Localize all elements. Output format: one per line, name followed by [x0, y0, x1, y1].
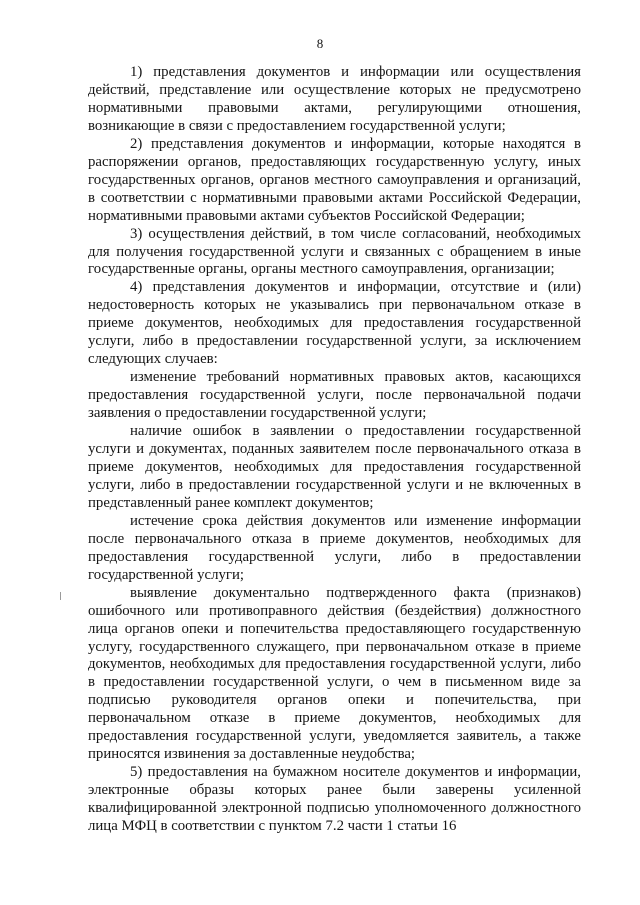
exception-case-2: наличие ошибок в заявлении о предоставлении государственной услуги и документах, поданных заявителем после первоначального отказа в приеме документов, необходимых для предоставления государственной услуги, либо в предоставлении государственной услуги и не включенных в представленный ранее комплект документов; — [88, 423, 581, 511]
paragraph-item-3: 3) осуществления действий, в том числе согласований, необходимых для получения государственной услуги и связанных с обращением в иные государственные органы, органы местного самоуправления, организации; — [88, 225, 581, 278]
paragraph-item-1: 1) представления документов и информации или осуществления действий, представление или осуществление которых не предусмотрено нормативными правовыми актами, регулирующими отношения, возникающие в связи с предоставлением государственной услуги; — [88, 64, 581, 134]
exception-case-3: истечение срока действия документов или изменение информации после первоначального отказа в приеме документов, необходимых для предоставления государственной услуги, либо в предоставлении государственной услуги; — [88, 512, 581, 583]
paragraph-item-4: 4) представления документов и информации, отсутствие и (или) недостоверность которых не указывались при первоначальном отказе в приеме документов, необходимых для предоставления государственной услуги, либо в предоставлении государственной услуги, за исключением следующих случаев: — [88, 279, 581, 368]
document-body — [88, 64, 581, 836]
paragraph-item-2: 2) представления документов и информации, которые находятся в распоряжении органов, предоставляющих государственную услугу, иных государственных органов, органов местного самоуправления и организаций, в соответствии с нормативными правовыми актами Российской Федерации, нормативными правовыми актами субъектов Российской Федерации; — [88, 135, 581, 224]
margin-mark — [60, 592, 61, 600]
exception-case-1: изменение требований нормативных правовых актов, касающихся предоставления государственной услуги, после первоначальной подачи заявления о предоставлении государственной услуги; — [88, 369, 581, 422]
paragraph-item-5: 5) предоставления на бумажном носителе документов и информации, электронные образы которых ранее были заверены усиленной квалифицированной электронной подписью уполномоченного должностного лица МФЦ в соответствии с пунктом 7.2 части 1 статьи 16 — [88, 764, 581, 835]
page-number: 8 — [316, 36, 324, 51]
exception-case-4: выявление документально подтвержденного факта (признаков) ошибочного или противоправного действия (бездействия) должностного лица органов опеки и попечительства предоставляющего государственную услугу, государственного служащего, при первоначальном отказе в приеме документов, необходимых для предоставления государственной услуги, либо в предоставлении государственной услуги, о чем в письменном виде за подписью руководителя органов опеки и попечительства, при первоначальном отказе в приеме документов, необходимых для предоставления государственной услуги, уведомляется заявитель, а также приносятся извинения за доставленные неудобства; — [88, 584, 581, 763]
